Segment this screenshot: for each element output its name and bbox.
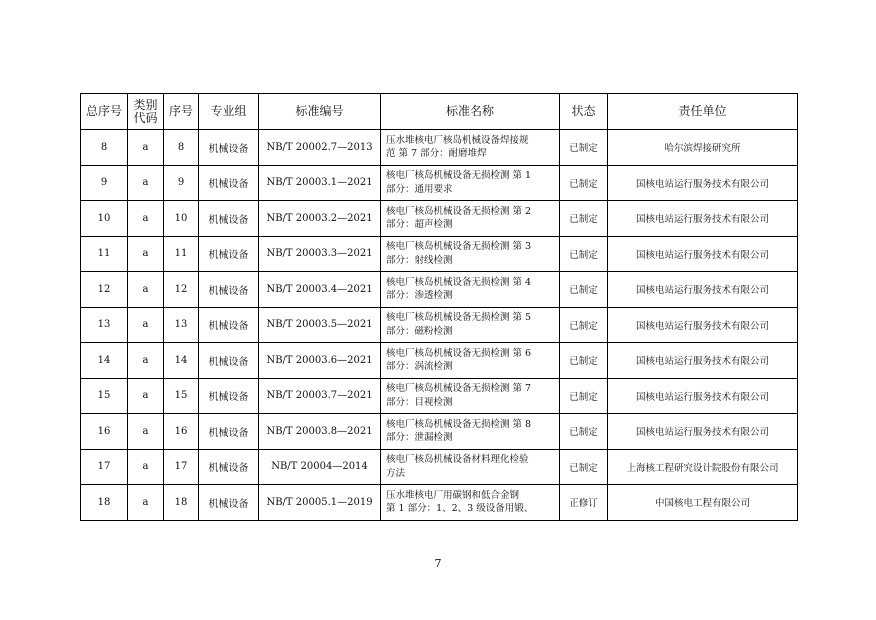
name-cell — [381, 130, 560, 166]
name-line-2: 第 1 部分：1、2、3 级设备用锻、 — [386, 503, 534, 515]
name-line-1: 核电厂核岛机械设备无损检测 第 8 — [386, 418, 532, 430]
code-cell: NB/T 20003.1—2021 — [259, 165, 381, 201]
name-cell — [381, 272, 560, 308]
status-cell: 已制定 — [560, 272, 608, 308]
name-line-1: 核电厂核岛机械设备无损检测 第 7 — [386, 383, 532, 395]
no-cell: 8 — [164, 130, 199, 166]
group-cell: 机械设备 — [199, 307, 259, 343]
category-cell: a — [128, 307, 164, 343]
name-line-1: 核电厂核岛机械设备材料理化检验 — [386, 454, 529, 466]
name-cell — [381, 414, 560, 450]
name-cell — [381, 307, 560, 343]
table-row — [81, 236, 798, 272]
name-line-1: 核电厂核岛机械设备无损检测 第 5 — [386, 312, 532, 324]
no-cell: 18 — [164, 485, 199, 521]
name-line-1: 核电厂核岛机械设备无损检测 第 1 — [386, 170, 532, 182]
standards-table — [80, 93, 798, 521]
header-total-no: 总序号 — [81, 94, 128, 130]
unit-cell: 国核电站运行服务技术有限公司 — [608, 201, 798, 237]
name-line-1: 核电厂核岛机械设备无损检测 第 3 — [386, 241, 532, 253]
name-line-2: 部分：磁粉检测 — [386, 325, 453, 337]
status-cell: 已制定 — [560, 414, 608, 450]
header-code: 标准编号 — [259, 94, 381, 130]
group-cell: 机械设备 — [199, 485, 259, 521]
table-row — [81, 307, 798, 343]
no-cell: 15 — [164, 378, 199, 414]
no-cell: 17 — [164, 449, 199, 485]
code-cell: NB/T 20002.7—2013 — [259, 130, 381, 166]
header-name: 标准名称 — [381, 94, 560, 130]
category-cell: a — [128, 236, 164, 272]
group-cell: 机械设备 — [199, 165, 259, 201]
code-cell: NB/T 20003.4—2021 — [259, 272, 381, 308]
name-line-2: 部分：渗透检测 — [386, 290, 453, 302]
no-cell: 10 — [164, 201, 199, 237]
total-no-cell: 18 — [81, 485, 128, 521]
header-group: 专业组 — [199, 94, 259, 130]
category-cell: a — [128, 378, 164, 414]
table-row — [81, 201, 798, 237]
table-row — [81, 378, 798, 414]
header-category-line1: 类别 — [133, 97, 158, 112]
name-line-2: 部分：射线检测 — [386, 254, 453, 266]
name-line-2: 部分：目视检测 — [386, 396, 453, 408]
table-row — [81, 165, 798, 201]
header-category-line2: 代码 — [133, 110, 158, 125]
code-cell: NB/T 20003.8—2021 — [259, 414, 381, 450]
no-cell: 9 — [164, 165, 199, 201]
total-no-cell: 13 — [81, 307, 128, 343]
name-line-2: 方法 — [386, 467, 406, 479]
name-line-2: 部分：涡流检测 — [386, 361, 453, 373]
status-cell: 已制定 — [560, 307, 608, 343]
code-cell: NB/T 20003.2—2021 — [259, 201, 381, 237]
group-cell: 机械设备 — [199, 343, 259, 379]
code-cell: NB/T 20003.5—2021 — [259, 307, 381, 343]
group-cell: 机械设备 — [199, 449, 259, 485]
unit-cell: 国核电站运行服务技术有限公司 — [608, 307, 798, 343]
total-no-cell: 12 — [81, 272, 128, 308]
table-row — [81, 449, 798, 485]
header-category-code — [128, 94, 164, 130]
name-cell — [381, 201, 560, 237]
code-cell: NB/T 20003.6—2021 — [259, 343, 381, 379]
name-cell — [381, 449, 560, 485]
status-cell: 已制定 — [560, 165, 608, 201]
header-unit: 责任单位 — [608, 94, 798, 130]
total-no-cell: 16 — [81, 414, 128, 450]
header-status: 状态 — [560, 94, 608, 130]
name-line-1: 核电厂核岛机械设备无损检测 第 4 — [386, 276, 532, 288]
total-no-cell: 17 — [81, 449, 128, 485]
table-row — [81, 485, 798, 521]
group-cell: 机械设备 — [199, 130, 259, 166]
name-cell — [381, 236, 560, 272]
header-no: 序号 — [164, 94, 199, 130]
status-cell: 正修订 — [560, 485, 608, 521]
status-cell: 已制定 — [560, 201, 608, 237]
table-row — [81, 414, 798, 450]
unit-cell: 哈尔滨焊接研究所 — [608, 130, 798, 166]
status-cell: 已制定 — [560, 236, 608, 272]
unit-cell: 国核电站运行服务技术有限公司 — [608, 236, 798, 272]
no-cell: 16 — [164, 414, 199, 450]
code-cell: NB/T 20004—2014 — [259, 449, 381, 485]
name-line-1: 核电厂核岛机械设备无损检测 第 2 — [386, 205, 532, 217]
unit-cell: 国核电站运行服务技术有限公司 — [608, 414, 798, 450]
name-line-1: 核电厂核岛机械设备无损检测 第 6 — [386, 347, 532, 359]
table-row — [81, 130, 798, 166]
no-cell: 13 — [164, 307, 199, 343]
category-cell: a — [128, 485, 164, 521]
table-header-row — [81, 94, 798, 130]
unit-cell: 国核电站运行服务技术有限公司 — [608, 165, 798, 201]
total-no-cell: 9 — [81, 165, 128, 201]
code-cell: NB/T 20003.7—2021 — [259, 378, 381, 414]
code-cell: NB/T 20003.3—2021 — [259, 236, 381, 272]
total-no-cell: 11 — [81, 236, 128, 272]
total-no-cell: 14 — [81, 343, 128, 379]
category-cell: a — [128, 272, 164, 308]
category-cell: a — [128, 201, 164, 237]
unit-cell: 国核电站运行服务技术有限公司 — [608, 378, 798, 414]
code-cell: NB/T 20005.1—2019 — [259, 485, 381, 521]
name-line-2: 部分：泄漏检测 — [386, 432, 453, 444]
name-line-2: 部分：超声检测 — [386, 219, 453, 231]
group-cell: 机械设备 — [199, 236, 259, 272]
category-cell: a — [128, 414, 164, 450]
name-cell — [381, 165, 560, 201]
group-cell: 机械设备 — [199, 378, 259, 414]
no-cell: 11 — [164, 236, 199, 272]
page-number: 7 — [434, 557, 442, 570]
name-cell — [381, 343, 560, 379]
name-cell — [381, 378, 560, 414]
group-cell: 机械设备 — [199, 414, 259, 450]
unit-cell: 上海核工程研究设计院股份有限公司 — [608, 449, 798, 485]
total-no-cell: 8 — [81, 130, 128, 166]
name-line-2: 部分：通用要求 — [386, 183, 453, 195]
table-body — [81, 130, 798, 521]
category-cell: a — [128, 343, 164, 379]
category-cell: a — [128, 165, 164, 201]
status-cell: 已制定 — [560, 130, 608, 166]
name-line-1: 压水堆核电厂核岛机械设备焊接规 — [386, 134, 529, 146]
no-cell: 14 — [164, 343, 199, 379]
status-cell: 已制定 — [560, 449, 608, 485]
name-line-2: 范 第 7 部分：耐磨堆焊 — [386, 148, 487, 160]
total-no-cell: 10 — [81, 201, 128, 237]
group-cell: 机械设备 — [199, 272, 259, 308]
unit-cell: 中国核电工程有限公司 — [608, 485, 798, 521]
category-cell: a — [128, 449, 164, 485]
status-cell: 已制定 — [560, 378, 608, 414]
name-line-1: 压水堆核电厂用碳钢和低合金钢 — [386, 489, 520, 501]
group-cell: 机械设备 — [199, 201, 259, 237]
unit-cell: 国核电站运行服务技术有限公司 — [608, 272, 798, 308]
unit-cell: 国核电站运行服务技术有限公司 — [608, 343, 798, 379]
category-cell: a — [128, 130, 164, 166]
name-cell — [381, 485, 560, 521]
status-cell: 已制定 — [560, 343, 608, 379]
no-cell: 12 — [164, 272, 199, 308]
total-no-cell: 15 — [81, 378, 128, 414]
table-row — [81, 343, 798, 379]
table-row — [81, 272, 798, 308]
